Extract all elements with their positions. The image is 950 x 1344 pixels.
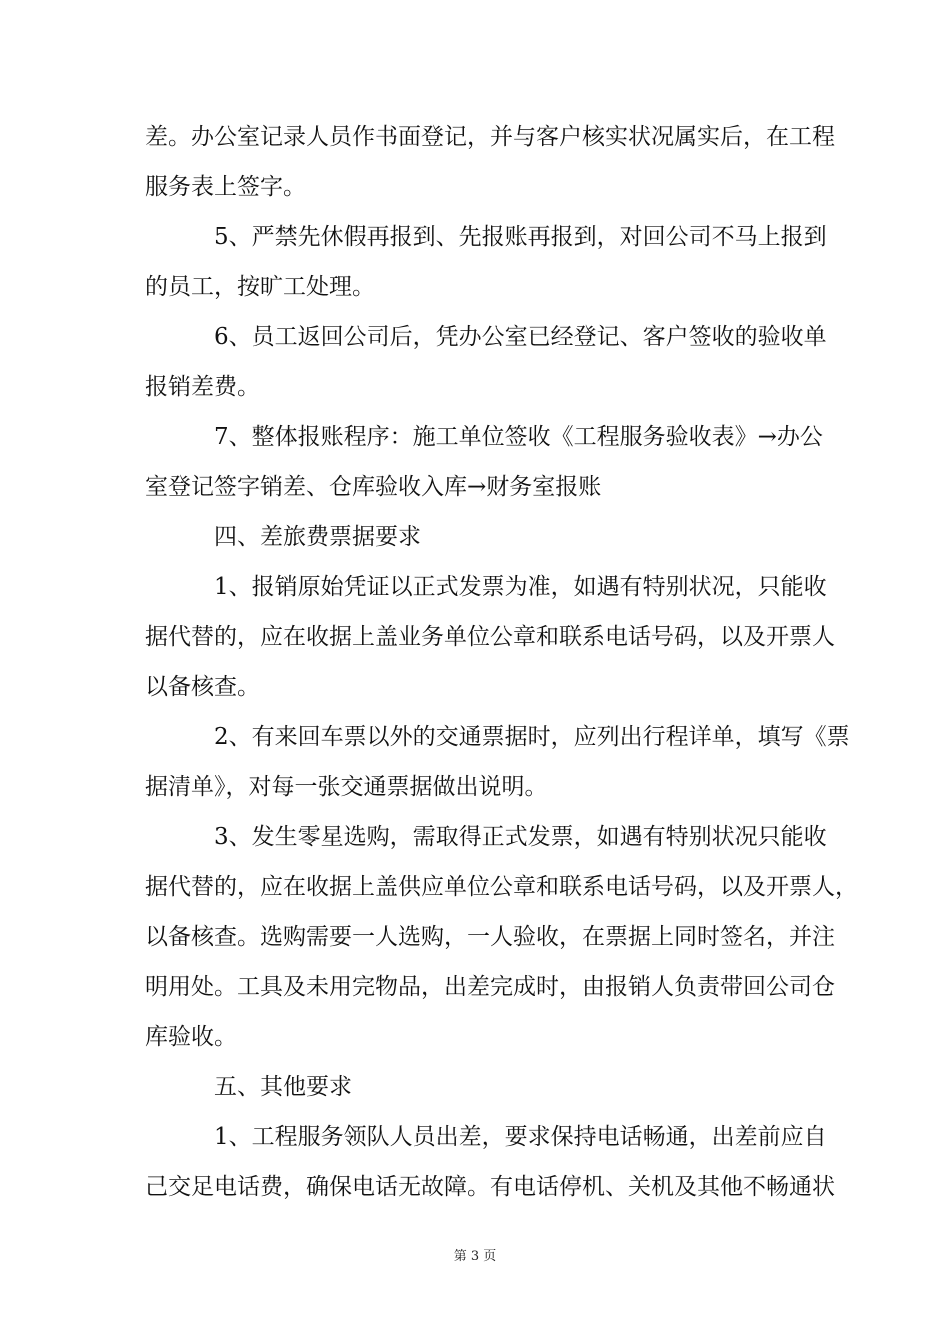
- text-line: 明用处。工具及未用完物品，出差完成时，由报销人负责带回公司仓: [145, 974, 835, 1000]
- text-line: 报销差费。: [145, 374, 260, 400]
- text-line: 据清单》，对每一张交通票据做出说明。: [145, 774, 548, 800]
- paragraph-2-start: 2、有来回车票以外的交通票据时，应列出行程详单，填写《票: [214, 724, 850, 750]
- text-line: 服务表上签字。: [145, 174, 306, 200]
- section-heading-5: 五、其他要求: [214, 1074, 352, 1100]
- paragraph-7-start: 7、整体报账程序：施工单位签收《工程服务验收表》→办公: [214, 424, 823, 450]
- paragraph-5-start: 5、严禁先休假再报到、先报账再报到，对回公司不马上报到: [214, 224, 827, 250]
- text-line: 以备核查。: [145, 674, 260, 700]
- page-number: 第 3 页: [453, 1249, 497, 1264]
- text-line: 的员工，按旷工处理。: [145, 274, 375, 300]
- paragraph-3-start: 3、发生零星选购，需取得正式发票，如遇有特别状况只能收: [214, 824, 827, 850]
- text-line: 己交足电话费，确保电话无故障。有电话停机、关机及其他不畅通状: [145, 1174, 835, 1200]
- text-line: 以备核查。选购需要一人选购，一人验收，在票据上同时签名，并注: [145, 924, 835, 950]
- paragraph-1-start: 1、工程服务领队人员出差，要求保持电话畅通，出差前应自: [214, 1124, 827, 1150]
- paragraph-1-start: 1、报销原始凭证以正式发票为准，如遇有特别状况，只能收: [214, 574, 827, 600]
- text-line: 室登记签字销差、仓库验收入库→财务室报账: [145, 474, 602, 500]
- section-heading-4: 四、差旅费票据要求: [214, 524, 421, 550]
- text-line: 据代替的，应在收据上盖业务单位公章和联系电话号码，以及开票人: [145, 624, 835, 650]
- text-line: 差。办公室记录人员作书面登记，并与客户核实状况属实后，在工程: [145, 124, 835, 150]
- text-line: 据代替的，应在收据上盖供应单位公章和联系电话号码，以及开票人，: [145, 874, 858, 900]
- paragraph-6-start: 6、员工返回公司后，凭办公室已经登记、客户签收的验收单: [214, 324, 827, 350]
- text-line: 库验收。: [145, 1024, 237, 1050]
